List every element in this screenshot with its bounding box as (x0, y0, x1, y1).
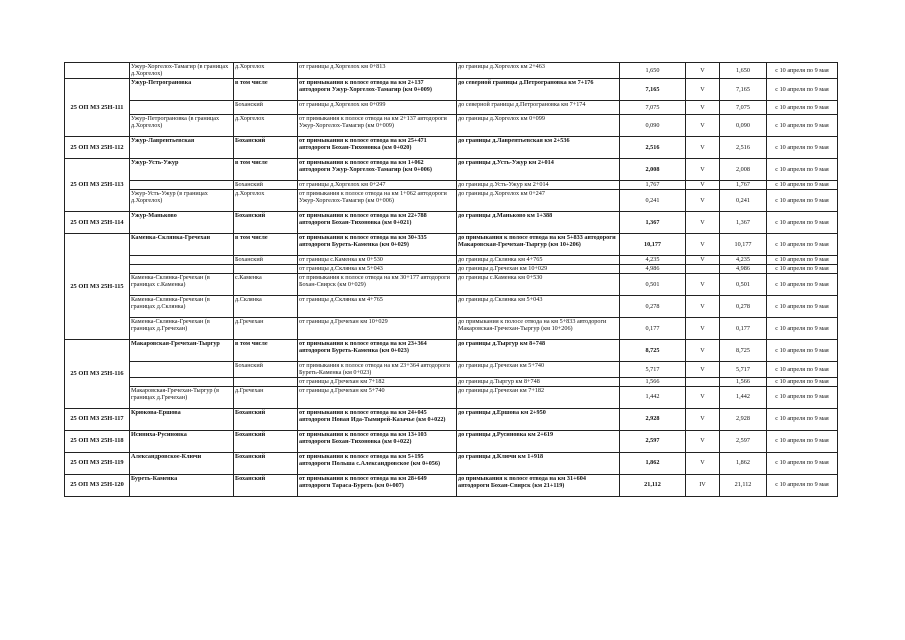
end-point-cell: до границы д.Лаврентьевская км 2+536 (457, 136, 620, 158)
length-cell: 0,241 (620, 189, 686, 211)
length-cell: 2,597 (620, 430, 686, 452)
end-point-cell: до границы д.Хоргелох км 2+463 (457, 63, 620, 79)
road-name-cell: Ужур-Хоргелох-Тамагир (в границах д.Хоргелох) (130, 63, 234, 79)
length-cell: 0,177 (620, 317, 686, 339)
length-cell: 1,367 (620, 211, 686, 233)
district-cell: Боханский (234, 180, 298, 189)
table-row (65, 295, 838, 317)
start-point-cell: от примыкания к полосе отвода на км 23+364 автодороги Буреть-Каменка (км 0+023) (298, 361, 457, 377)
start-point-cell: от границы д.Хоргелох км 0+099 (298, 100, 457, 114)
restriction-period-cell: с 10 апреля по 9 мая (767, 452, 838, 474)
road-code-cell: 25 ОП МЗ 25Н-114 (65, 211, 130, 233)
road-name-cell (130, 180, 234, 189)
table-row (65, 430, 838, 452)
district-cell: с.Каменка (234, 273, 298, 295)
category-cell: V (686, 211, 720, 233)
length-cell: 4,235 (620, 255, 686, 264)
category-cell: V (686, 63, 720, 79)
road-code-cell (65, 63, 130, 79)
restriction-period-cell: с 10 апреля по 9 мая (767, 386, 838, 408)
restricted-length-cell: 2,928 (720, 408, 767, 430)
district-cell: Боханский (234, 430, 298, 452)
restricted-length-cell: 4,235 (720, 255, 767, 264)
restricted-length-cell: 2,516 (720, 136, 767, 158)
road-name-cell: Ужур-Усть-Ужур (в границах д.Хоргелох) (130, 189, 234, 211)
roads-table (64, 62, 838, 497)
roads-table-body (65, 63, 838, 497)
road-name-cell (130, 100, 234, 114)
category-cell: V (686, 273, 720, 295)
start-point-cell: от границы с.Каменка км 0+530 (298, 255, 457, 264)
table-row (65, 377, 838, 386)
road-code-cell: 25 ОП МЗ 25Н-119 (65, 452, 130, 474)
end-point-cell: до границы д.Хоргелох км 0+099 (457, 114, 620, 136)
district-cell: д.Хоргелох (234, 63, 298, 79)
start-point-cell: от примыкания к полосе отвода на км 22+788 автодороги Бохан-Тихоновка (км 0+021) (298, 211, 457, 233)
category-cell: V (686, 100, 720, 114)
district-cell: Боханский (234, 361, 298, 377)
table-row (65, 339, 838, 361)
road-name-cell (130, 264, 234, 273)
restriction-period-cell: с 10 апреля по 9 мая (767, 273, 838, 295)
district-cell (234, 377, 298, 386)
restricted-length-cell: 0,501 (720, 273, 767, 295)
category-cell: V (686, 255, 720, 264)
road-code-cell: 25 ОП МЗ 25Н-117 (65, 408, 130, 430)
restricted-length-cell: 7,165 (720, 78, 767, 100)
start-point-cell: от границы д.Гречехан км 7+182 (298, 377, 457, 386)
restricted-length-cell: 2,008 (720, 158, 767, 180)
district-cell: Боханский (234, 211, 298, 233)
district-cell: в том числе (234, 78, 298, 100)
district-cell (234, 264, 298, 273)
road-code-cell: 25 ОП МЗ 25Н-116 (65, 339, 130, 408)
district-cell: д.Склянка (234, 295, 298, 317)
length-cell: 1,442 (620, 386, 686, 408)
restriction-period-cell: с 10 апреля по 9 мая (767, 361, 838, 377)
road-name-cell: Каменка-Склянка-Гречехан (в границах с.Каменка) (130, 273, 234, 295)
start-point-cell: от примыкания к полосе отвода на км 2+137 автодороги Ужур-Хоргелох-Тамагир (км 0+009) (298, 78, 457, 100)
start-point-cell: от примыкания к полосе отвода на км 28+649 автодороги Тараса-Буреть (км 0+007) (298, 474, 457, 496)
end-point-cell: до границы д.Усть-Ужур км 2+014 (457, 180, 620, 189)
table-row (65, 386, 838, 408)
end-point-cell: до северной границы д.Петрограновка км 7+176 (457, 78, 620, 100)
category-cell: V (686, 317, 720, 339)
restricted-length-cell: 2,597 (720, 430, 767, 452)
table-row (65, 273, 838, 295)
restricted-length-cell: 21,112 (720, 474, 767, 496)
start-point-cell: от примыкания к полосе отвода на км 30+177 автодороги Бохан-Свирск (км 0+029) (298, 273, 457, 295)
category-cell: V (686, 136, 720, 158)
length-cell: 2,008 (620, 158, 686, 180)
restriction-period-cell: с 10 апреля по 9 мая (767, 189, 838, 211)
category-cell: V (686, 452, 720, 474)
restricted-length-cell: 0,090 (720, 114, 767, 136)
end-point-cell: до границы д.Гречехан км 10+029 (457, 264, 620, 273)
end-point-cell: до границы д.Склянка км 5+043 (457, 295, 620, 317)
district-cell: Боханский (234, 255, 298, 264)
restricted-length-cell: 7,075 (720, 100, 767, 114)
restriction-period-cell: с 10 апреля по 9 мая (767, 264, 838, 273)
road-code-cell: 25 ОП МЗ 25Н-112 (65, 136, 130, 158)
start-point-cell: от границы д.Склянка км 4+765 (298, 295, 457, 317)
district-cell: Боханский (234, 474, 298, 496)
restriction-period-cell: с 10 апреля по 9 мая (767, 158, 838, 180)
end-point-cell: до границы с.Каменка км 0+530 (457, 273, 620, 295)
table-row (65, 408, 838, 430)
table-row (65, 211, 838, 233)
category-cell: V (686, 295, 720, 317)
start-point-cell: от примыкания к полосе отвода на км 23+364 автодороги Буреть-Каменка (км 0+023) (298, 339, 457, 361)
restricted-length-cell: 0,177 (720, 317, 767, 339)
category-cell: V (686, 189, 720, 211)
length-cell: 1,767 (620, 180, 686, 189)
road-name-cell: Макаровская-Гречехан-Тыргур (в границах д.Гречехан) (130, 386, 234, 408)
restricted-length-cell: 4,986 (720, 264, 767, 273)
start-point-cell: от границы д.Склянка км 5+043 (298, 264, 457, 273)
length-cell: 8,725 (620, 339, 686, 361)
restriction-period-cell: с 10 апреля по 9 мая (767, 474, 838, 496)
restricted-length-cell: 8,725 (720, 339, 767, 361)
restricted-length-cell: 0,241 (720, 189, 767, 211)
restriction-period-cell: с 10 апреля по 9 мая (767, 430, 838, 452)
road-name-cell: Каменка-Склянка-Гречехан (в границах д.Гречехан) (130, 317, 234, 339)
length-cell: 0,278 (620, 295, 686, 317)
start-point-cell: от примыкания к полосе отвода на км 30+335 автодороги Буреть-Каменка (км 0+029) (298, 233, 457, 255)
start-point-cell: от примыкания к полосе отвода на км 1+062 автодороги Ужур-Хоргелох-Тамагир (км 0+006) (298, 158, 457, 180)
road-name-cell (130, 361, 234, 377)
restricted-length-cell: 10,177 (720, 233, 767, 255)
category-cell: V (686, 114, 720, 136)
category-cell: V (686, 386, 720, 408)
road-name-cell: Ужур-Лаврентьевская (130, 136, 234, 158)
road-name-cell (130, 377, 234, 386)
road-code-cell: 25 ОП МЗ 25Н-118 (65, 430, 130, 452)
length-cell: 2,928 (620, 408, 686, 430)
length-cell: 4,986 (620, 264, 686, 273)
length-cell: 5,717 (620, 361, 686, 377)
category-cell: V (686, 78, 720, 100)
table-row (65, 100, 838, 114)
restriction-period-cell: с 10 апреля по 9 мая (767, 377, 838, 386)
restriction-period-cell: с 10 апреля по 9 мая (767, 114, 838, 136)
road-name-cell: Исиниха-Русиновка (130, 430, 234, 452)
start-point-cell: от примыкания к полосе отвода на км 24+045 автодороги Новая Ида-Тымирей-Казачье (км 0+022) (298, 408, 457, 430)
restriction-period-cell: с 10 апреля по 9 мая (767, 180, 838, 189)
category-cell: V (686, 408, 720, 430)
district-cell: д.Хоргелох (234, 189, 298, 211)
end-point-cell: до границы д.Хоргелох км 0+247 (457, 189, 620, 211)
start-point-cell: от границы д.Хоргелох км 0+247 (298, 180, 457, 189)
district-cell: д.Гречехан (234, 317, 298, 339)
table-row (65, 474, 838, 496)
table-row (65, 317, 838, 339)
restriction-period-cell: с 10 апреля по 9 мая (767, 78, 838, 100)
district-cell: Боханский (234, 136, 298, 158)
table-row (65, 361, 838, 377)
table-row (65, 136, 838, 158)
restriction-period-cell: с 10 апреля по 9 мая (767, 233, 838, 255)
restriction-period-cell: с 10 апреля по 9 мая (767, 317, 838, 339)
district-cell: в том числе (234, 233, 298, 255)
category-cell: V (686, 180, 720, 189)
road-name-cell: Ужур-Петрограновка (130, 78, 234, 100)
length-cell: 2,516 (620, 136, 686, 158)
end-point-cell: до границы д.Ключи км 1+918 (457, 452, 620, 474)
road-name-cell: Александровское-Ключи (130, 452, 234, 474)
start-point-cell: от границы д.Хоргелох км 0+813 (298, 63, 457, 79)
district-cell: д.Хоргелох (234, 114, 298, 136)
category-cell: V (686, 361, 720, 377)
end-point-cell: до границы д.Тыргур км 8+748 (457, 339, 620, 361)
road-code-cell: 25 ОП МЗ 25Н-111 (65, 78, 130, 136)
road-name-cell: Крюкова-Ершова (130, 408, 234, 430)
end-point-cell: до примыкания к полосе отвода на км 5+833 автодороги Макаровская-Гречехан-Тыргур (км 10+206) (457, 317, 620, 339)
road-name-cell: Каменка-Склянка-Гречехан (в границах д.Склянка) (130, 295, 234, 317)
restriction-period-cell: с 10 апреля по 9 мая (767, 255, 838, 264)
restriction-period-cell: с 10 апреля по 9 мая (767, 136, 838, 158)
road-name-cell: Ужур-Петрограновка (в границах д.Хоргелох) (130, 114, 234, 136)
district-cell: в том числе (234, 339, 298, 361)
district-cell: д.Гречехан (234, 386, 298, 408)
start-point-cell: от границы д.Гречехан км 10+029 (298, 317, 457, 339)
end-point-cell: до границы д.Склянка км 4+765 (457, 255, 620, 264)
length-cell: 0,090 (620, 114, 686, 136)
table-row (65, 264, 838, 273)
table-row (65, 180, 838, 189)
length-cell: 0,501 (620, 273, 686, 295)
length-cell: 1,650 (620, 63, 686, 79)
road-name-cell: Каменка-Склянка-Гречехан (130, 233, 234, 255)
end-point-cell: до границы д.Ершова км 2+950 (457, 408, 620, 430)
table-row (65, 452, 838, 474)
end-point-cell: до северной границы д.Петрограновка км 7+174 (457, 100, 620, 114)
end-point-cell: до границы д.Гречехан км 5+740 (457, 361, 620, 377)
start-point-cell: от примыкания к полосе отвода на км 25+471 автодороги Бохан-Тихоновка (км 0+020) (298, 136, 457, 158)
table-row (65, 158, 838, 180)
end-point-cell: до границы д.Гречехан км 7+182 (457, 386, 620, 408)
restricted-length-cell: 0,278 (720, 295, 767, 317)
end-point-cell: до границы д.Тыргур км 8+748 (457, 377, 620, 386)
table-row (65, 255, 838, 264)
district-cell: в том числе (234, 158, 298, 180)
start-point-cell: от примыкания к полосе отвода на км 5+195 автодороги Польша с.Александровское (км 0+056) (298, 452, 457, 474)
district-cell: Боханский (234, 100, 298, 114)
restricted-length-cell: 1,862 (720, 452, 767, 474)
restricted-length-cell: 1,650 (720, 63, 767, 79)
road-name-cell: Макаровская-Гречехан-Тыргур (130, 339, 234, 361)
road-code-cell: 25 ОП МЗ 25Н-115 (65, 233, 130, 339)
restricted-length-cell: 5,717 (720, 361, 767, 377)
restriction-period-cell: с 10 апреля по 9 мая (767, 63, 838, 79)
start-point-cell: от примыкания к полосе отвода на км 2+137 автодороги Ужур-Хоргелох-Тамагир (км 0+009) (298, 114, 457, 136)
start-point-cell: от примыкания к полосе отвода на км 13+103 автодороги Бохан-Тихоновка (км 0+022) (298, 430, 457, 452)
length-cell: 21,112 (620, 474, 686, 496)
table-row (65, 233, 838, 255)
road-name-cell (130, 255, 234, 264)
table-row (65, 189, 838, 211)
end-point-cell: до границы д.Усть-Ужур км 2+014 (457, 158, 620, 180)
length-cell: 7,165 (620, 78, 686, 100)
road-name-cell: Ужур-Усть-Ужур (130, 158, 234, 180)
road-code-cell: 25 ОП МЗ 25Н-120 (65, 474, 130, 496)
category-cell: V (686, 339, 720, 361)
end-point-cell: до примыкания к полосе отвода на км 31+604 автодороги Бохан-Свирск (км 21+119) (457, 474, 620, 496)
restriction-period-cell: с 10 апреля по 9 мая (767, 408, 838, 430)
restriction-period-cell: с 10 апреля по 9 мая (767, 295, 838, 317)
table-row (65, 63, 838, 79)
district-cell: Боханский (234, 452, 298, 474)
end-point-cell: до границы д.Маньково км 1+388 (457, 211, 620, 233)
table-row (65, 78, 838, 100)
start-point-cell: от границы д.Гречехан км 5+740 (298, 386, 457, 408)
category-cell: IV (686, 474, 720, 496)
length-cell: 1,566 (620, 377, 686, 386)
category-cell (686, 377, 720, 386)
category-cell: V (686, 158, 720, 180)
restriction-period-cell: с 10 апреля по 9 мая (767, 339, 838, 361)
restricted-length-cell: 1,566 (720, 377, 767, 386)
category-cell (686, 264, 720, 273)
end-point-cell: до примыкания к полосе отвода на км 5+833 автодороги Макаровская-Гречехан-Тыргур (км 10+206) (457, 233, 620, 255)
length-cell: 1,862 (620, 452, 686, 474)
category-cell: V (686, 430, 720, 452)
restricted-length-cell: 1,767 (720, 180, 767, 189)
road-name-cell: Буреть-Каменка (130, 474, 234, 496)
restricted-length-cell: 1,442 (720, 386, 767, 408)
restriction-period-cell: с 10 апреля по 9 мая (767, 211, 838, 233)
road-name-cell: Ужур-Маньково (130, 211, 234, 233)
end-point-cell: до границы д.Русиновка км 2+619 (457, 430, 620, 452)
restricted-length-cell: 1,367 (720, 211, 767, 233)
category-cell: V (686, 233, 720, 255)
table-row (65, 114, 838, 136)
road-code-cell: 25 ОП МЗ 25Н-113 (65, 158, 130, 211)
district-cell: Боханский (234, 408, 298, 430)
start-point-cell: от примыкания к полосе отвода на км 1+062 автодороги Ужур-Хоргелох-Тамагир (км 0+006) (298, 189, 457, 211)
length-cell: 10,177 (620, 233, 686, 255)
length-cell: 7,075 (620, 100, 686, 114)
restriction-period-cell: с 10 апреля по 9 мая (767, 100, 838, 114)
